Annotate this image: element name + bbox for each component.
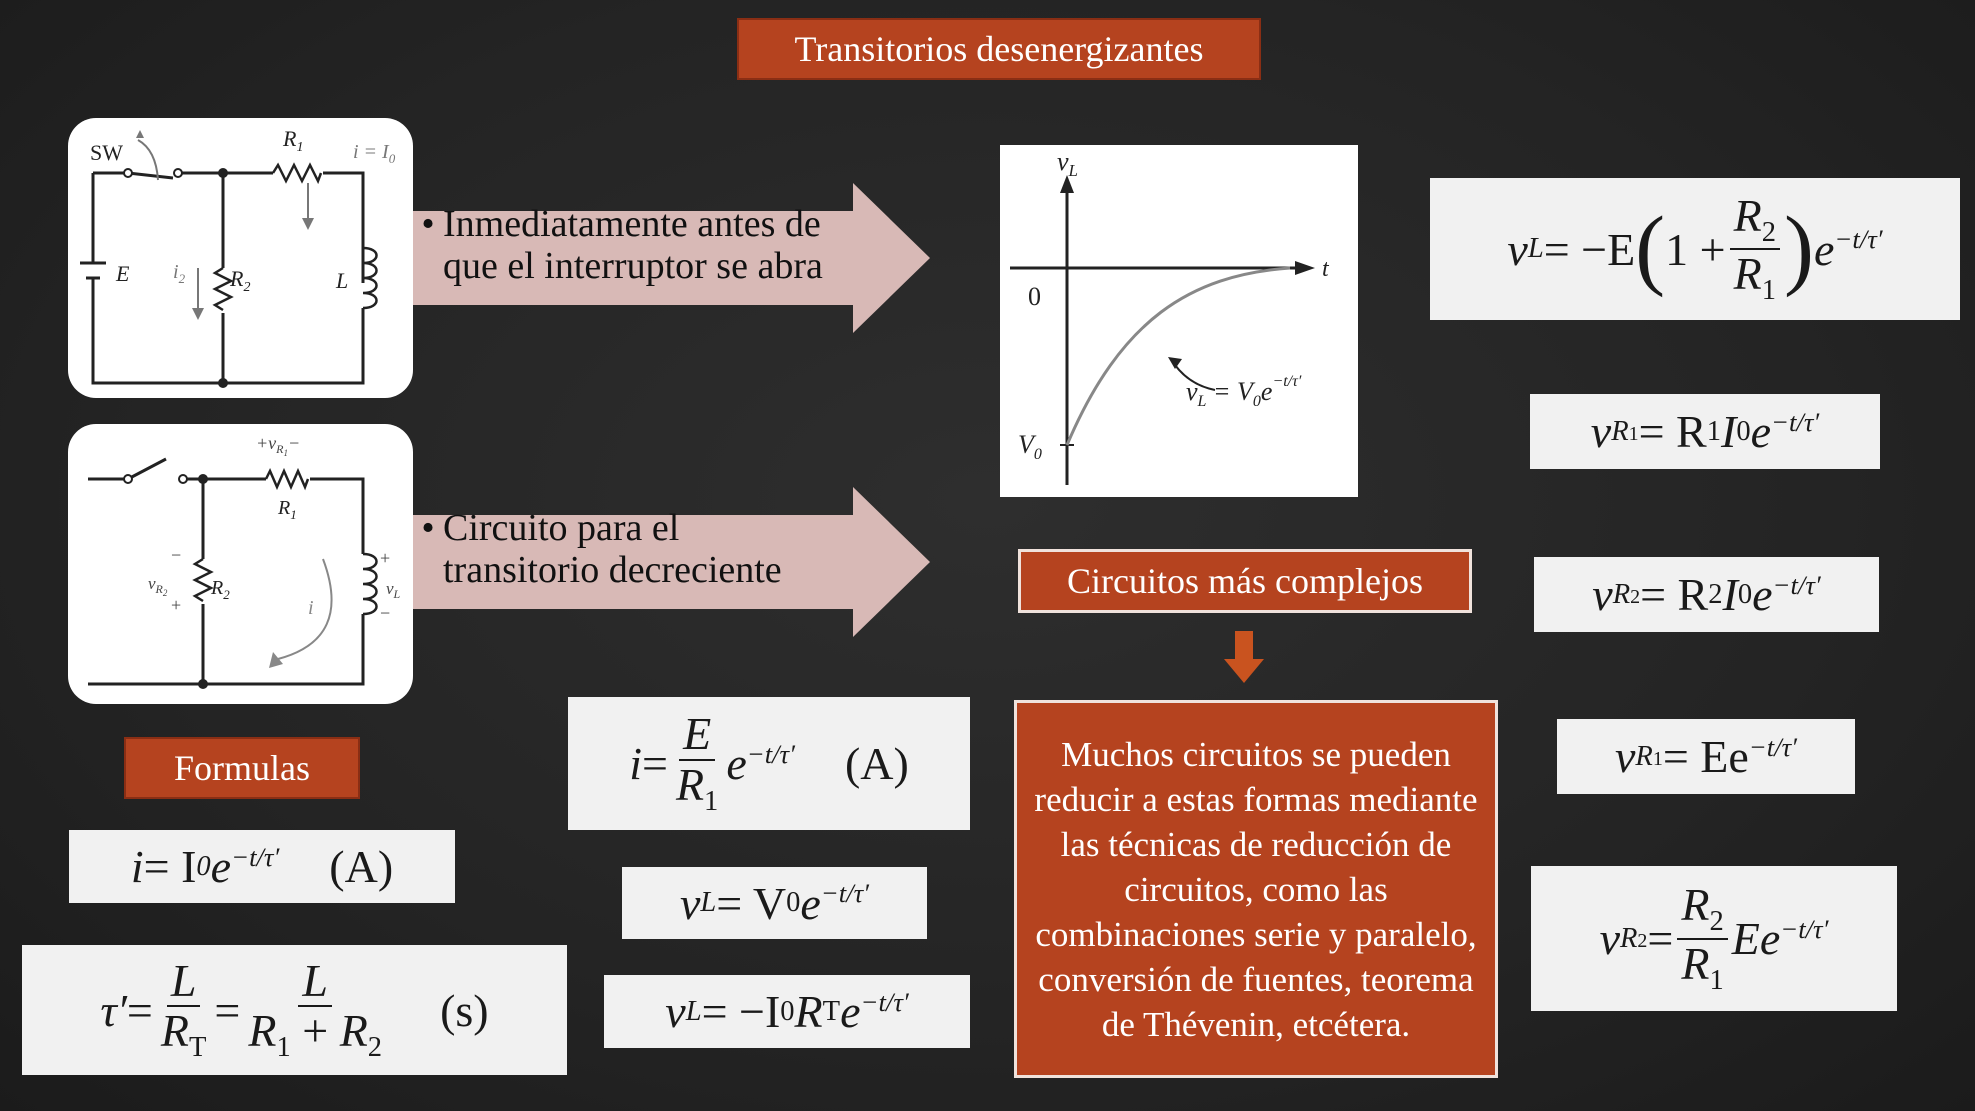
v0-label: $V_0$ (1018, 430, 1042, 463)
arrow-1-line-2: que el interruptor se abra (443, 245, 823, 287)
inductor-label: L (336, 268, 349, 293)
formula-vl-v0: v L = V 0 e $^{-t/\tau'}$ (622, 867, 927, 939)
arrow-2-line-1: Circuito para el (443, 507, 680, 549)
curve-label: $v_L = V_0e^{-t/\tau'}$ (1186, 373, 1302, 410)
y-axis-label: $v_L$ (1057, 147, 1079, 180)
sw-label: SW (90, 140, 123, 165)
r2-label-2: $R_2$ (211, 577, 230, 602)
formula-vl-i0rt: v L = −I 0 R T e $^{-t/\tau'}$ (604, 975, 970, 1048)
loop-current-label: i (308, 597, 314, 619)
decay-graph (1000, 145, 1358, 497)
page-title: Transitorios desenergizantes (737, 18, 1261, 80)
decay-graph-svg (1000, 145, 1358, 497)
circuit-1-svg (68, 118, 413, 398)
vl-plus: + (380, 548, 391, 568)
x-axis-label: t (1322, 256, 1329, 282)
formula-vr2-e: v R2 = $\frac{R_2}{R_1}$ Ee $^{-t/\tau'}$ (1531, 866, 1897, 1011)
arrow-callout-1 (413, 183, 930, 333)
formula-current-i0: i = I 0 e $^{-t/\tau'}$ (A) (69, 830, 455, 903)
zero-label: 0 (1028, 282, 1041, 311)
arrow-2-line-2: transitorio decreciente (443, 549, 782, 591)
r1-label-2: $R_1$ (278, 497, 297, 522)
formula-vr1-i0: v R1 = R 1 I 0 e $^{-t/\tau'}$ (1530, 394, 1880, 469)
formula-time-constant: τ′ = $\frac{L}{R_T}$ = $\frac{L}{R_1 + R_2}$ (s) (22, 945, 567, 1075)
complex-circuits-label: Circuitos más complejos (1018, 549, 1472, 613)
bullet: • (421, 507, 435, 549)
source-e-label: E (116, 261, 130, 286)
vl-minus: − (380, 603, 391, 623)
bullet: • (421, 203, 435, 245)
circuit-2-svg (68, 424, 413, 704)
formula-vr1-e: v R1 = Ee $^{-t/\tau'}$ (1557, 719, 1855, 794)
formula-current-e: i = $\frac{E}{R_1}$ e $^{-t/\tau'}$ (A) (568, 697, 970, 830)
vr2-minus: − (171, 545, 182, 565)
arrow-1-line-1: Inmediatamente antes de (443, 203, 821, 245)
r2-label: $R_2$ (230, 266, 251, 295)
arrow-callout-2 (413, 487, 930, 637)
complex-circuits-description: Muchos circuitos se pueden reducir a estas formas mediante las técnicas de reducción de circuitos, como las combinaciones serie y paralelo, conversión de fuentes, teorema de Thévenin, etcétera. (1014, 700, 1498, 1078)
i2-label: $i_2$ (173, 261, 186, 286)
vr2-label: $v_R2$ (148, 574, 168, 598)
vr2-plus: + (171, 595, 182, 615)
formulas-label: Formulas (124, 737, 360, 799)
current-label: $i = I_0$ (353, 141, 396, 166)
vl-label: $v_L$ (386, 579, 401, 601)
circuit-diagram-energized (68, 118, 413, 398)
r1-label: $R_1$ (283, 126, 304, 155)
vr1-label: $+v_R1-$ (256, 433, 301, 458)
formula-vl-e: v L = −E ( 1 + $\frac{R_2}{R_1}$ ) e $^{-t/\tau'}$ (1430, 178, 1960, 320)
circuit-diagram-decay (68, 424, 413, 704)
formula-vr2-i0: v R2 = R 2 I 0 e $^{-t/\tau'}$ (1534, 557, 1879, 632)
down-arrow-icon (1224, 631, 1264, 685)
